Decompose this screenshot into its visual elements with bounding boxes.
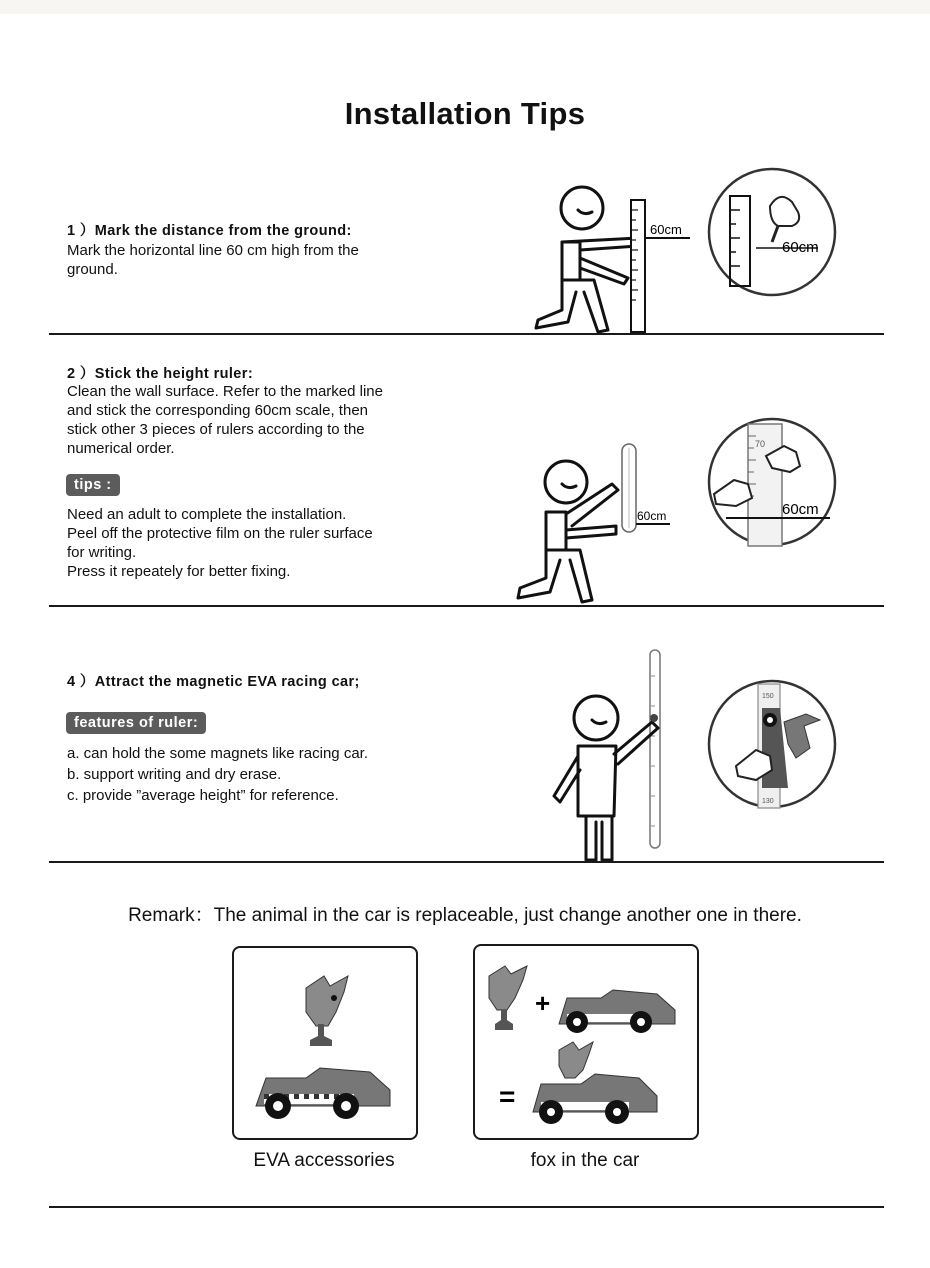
- remark-text: Remark：The animal in the car is replaceable, just change another one in there.: [128, 905, 802, 926]
- plus-sign: +: [535, 988, 551, 1018]
- features-list: [67, 743, 447, 806]
- text-line: Press it repeately for better fixing.: [67, 563, 291, 580]
- tips-badge: tips :: [66, 474, 120, 496]
- text-line: numerical order.: [67, 440, 175, 457]
- fox-in-car-illustration: [475, 946, 697, 1138]
- fox-in-car-caption: fox in the car: [530, 1150, 640, 1171]
- text-line: c. provide ”average height” for reference.: [67, 787, 339, 804]
- height-label: 60cm: [637, 509, 667, 523]
- step-1-heading: 1 ）Mark the distance from the ground:: [67, 223, 352, 239]
- kneeling-person-sticking-ruler-illustration: [508, 440, 678, 608]
- text-line: Peel off the protective film on the ruler surface: [67, 525, 373, 542]
- eva-accessories-illustration: [234, 948, 416, 1138]
- height-label: 60cm: [650, 222, 682, 237]
- closeup-height-label: 60cm: [782, 239, 819, 256]
- kneeling-person-marking-illustration: [520, 180, 700, 336]
- ruler-scale-label: 150: [762, 693, 774, 700]
- tips-list: [67, 505, 447, 581]
- ruler-scale-label: 70: [755, 439, 766, 449]
- section-divider: [49, 605, 884, 607]
- section-divider: [49, 861, 884, 863]
- step-2-heading: 2 ）Stick the height ruler:: [67, 366, 254, 382]
- step-4-heading: 4 ）Attract the magnetic EVA racing car;: [67, 674, 360, 690]
- text-line: a. can hold the some magnets like racing car.: [67, 745, 368, 762]
- standing-person-attaching-car-illustration: [540, 646, 680, 866]
- text-line: b. support writing and dry erase.: [67, 766, 282, 783]
- page-title: Installation Tips: [344, 96, 586, 131]
- eva-accessories-card: [232, 946, 418, 1140]
- step-1-body: [67, 241, 447, 279]
- text-line: Clean the wall surface. Refer to the marked line: [67, 383, 383, 400]
- fox-in-car-card: [473, 944, 699, 1140]
- text-line: ground.: [67, 261, 118, 278]
- text-line: for writing.: [67, 544, 137, 561]
- sticking-closeup-illustration: [706, 416, 842, 550]
- eva-accessories-caption: EVA accessories: [253, 1150, 395, 1171]
- ruler-scale-label: 130: [762, 798, 774, 805]
- top-strip: [0, 0, 930, 14]
- ruler-strip: [650, 650, 660, 848]
- closeup-height-label: 60cm: [782, 501, 819, 518]
- equals-sign: =: [499, 1081, 516, 1112]
- marking-closeup-illustration: [706, 166, 842, 300]
- section-divider: [49, 333, 884, 335]
- features-badge: features of ruler:: [66, 712, 206, 734]
- section-divider: [49, 1206, 884, 1208]
- text-line: Need an adult to complete the installation.: [67, 506, 347, 523]
- text-line: Mark the horizontal line 60 cm high from the: [67, 242, 359, 259]
- car-on-ruler-closeup-illustration: [706, 678, 842, 812]
- text-line: and stick the corresponding 60cm scale, then: [67, 402, 369, 419]
- step-2-body: [67, 382, 447, 458]
- text-line: stick other 3 pieces of rulers according to the: [67, 421, 365, 438]
